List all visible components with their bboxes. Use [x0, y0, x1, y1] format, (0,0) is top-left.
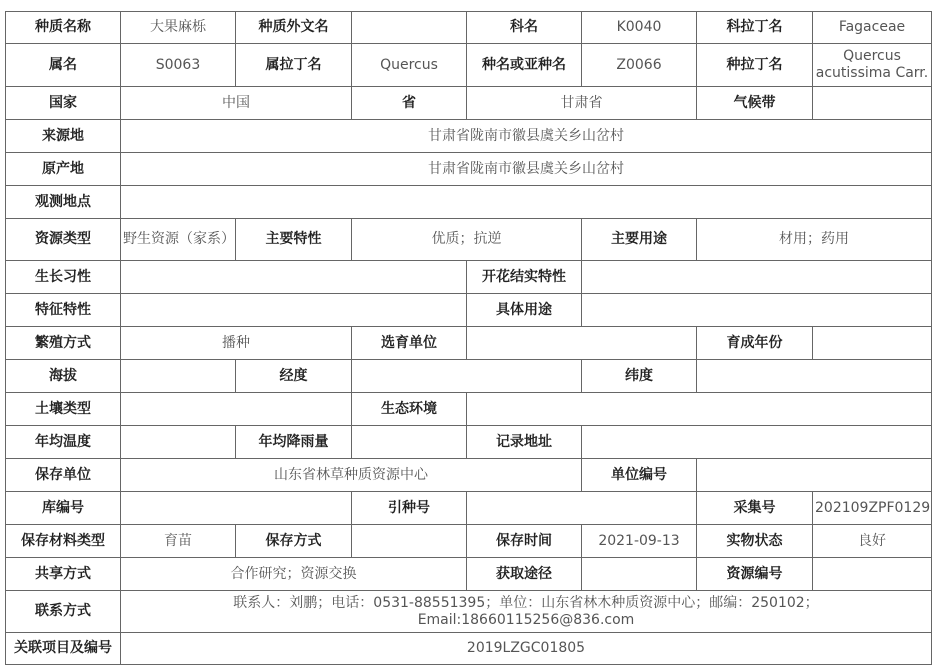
record-address-value	[582, 426, 932, 459]
growth-habit-label: 生长习性	[6, 261, 121, 294]
table-row	[6, 186, 932, 219]
contact-email: Email:18660115256@836.com	[417, 611, 635, 628]
sharing-value: 合作研究；资源交换	[121, 558, 467, 591]
family-latin-value: Fagaceae	[813, 12, 932, 44]
table-row	[6, 591, 932, 633]
main-uses-value: 材用；药用	[697, 219, 932, 261]
main-traits-label: 主要特性	[236, 219, 352, 261]
acquisition-value	[582, 558, 697, 591]
material-type-value: 育苗	[121, 525, 236, 558]
province-value: 甘肃省	[467, 87, 697, 120]
table-row	[6, 44, 932, 87]
storage-time-label: 保存时间	[467, 525, 582, 558]
record-address-label: 记录地址	[467, 426, 582, 459]
breeding-year-value	[813, 327, 932, 360]
breeding-unit-label: 选育单位	[352, 327, 467, 360]
specific-uses-label: 具体用途	[467, 294, 582, 327]
altitude-value	[121, 360, 236, 393]
related-project-value: 2019LZGC01805	[121, 633, 932, 665]
resource-type-value: 野生资源（家系）	[121, 219, 236, 261]
genus-label: 属名	[6, 44, 121, 87]
origin-place-label: 原产地	[6, 153, 121, 186]
collection-code-value: 202109ZPF0129	[813, 492, 932, 525]
soil-type-value	[121, 393, 352, 426]
observation-site-value	[121, 186, 932, 219]
sharing-label: 共享方式	[6, 558, 121, 591]
province-label: 省	[352, 87, 467, 120]
longitude-value	[352, 360, 582, 393]
climate-zone-value	[813, 87, 932, 120]
latitude-value	[697, 360, 932, 393]
ecology-value	[467, 393, 932, 426]
introduction-code-value	[467, 492, 697, 525]
resource-code-label: 资源编号	[697, 558, 813, 591]
ecology-label: 生态环境	[352, 393, 467, 426]
table-row	[6, 492, 932, 525]
country-label: 国家	[6, 87, 121, 120]
flowering-fruiting-label: 开花结实特性	[467, 261, 582, 294]
germplasm-name-label: 种质名称	[6, 12, 121, 44]
country-value: 中国	[121, 87, 352, 120]
annual-rain-value	[352, 426, 467, 459]
physical-state-value: 良好	[813, 525, 932, 558]
species-value: Z0066	[582, 44, 697, 87]
table-row	[6, 120, 932, 153]
characteristics-value	[121, 294, 467, 327]
table-row	[6, 459, 932, 492]
latitude-label: 纬度	[582, 360, 697, 393]
acquisition-label: 获取途径	[467, 558, 582, 591]
soil-type-label: 土壤类型	[6, 393, 121, 426]
main-traits-value: 优质；抗逆	[352, 219, 582, 261]
species-latin-value: Quercus acutissima Carr.	[813, 44, 932, 87]
unit-code-label: 单位编号	[582, 459, 697, 492]
table-row	[6, 558, 932, 591]
repository-code-value	[121, 492, 352, 525]
resource-code-value	[813, 558, 932, 591]
table-row	[6, 219, 932, 261]
table-row	[6, 327, 932, 360]
family-label: 科名	[467, 12, 582, 44]
table-row	[6, 153, 932, 186]
source-place-value: 甘肃省陇南市徽县虞关乡山岔村	[121, 120, 932, 153]
storage-time-value: 2021-09-13	[582, 525, 697, 558]
repository-code-label: 库编号	[6, 492, 121, 525]
germplasm-name-value: 大果麻栎	[121, 12, 236, 44]
collection-code-label: 采集号	[697, 492, 813, 525]
table-row	[6, 633, 932, 665]
flowering-fruiting-value	[582, 261, 932, 294]
species-label: 种名或亚种名	[467, 44, 582, 87]
main-uses-label: 主要用途	[582, 219, 697, 261]
growth-habit-value	[121, 261, 467, 294]
physical-state-label: 实物状态	[697, 525, 813, 558]
foreign-name-value	[352, 12, 467, 44]
genus-latin-label: 属拉丁名	[236, 44, 352, 87]
table-row	[6, 360, 932, 393]
related-project-label: 关联项目及编号	[6, 633, 121, 665]
breeding-year-label: 育成年份	[697, 327, 813, 360]
resource-type-label: 资源类型	[6, 219, 121, 261]
origin-place-value: 甘肃省陇南市徽县虞关乡山岔村	[121, 153, 932, 186]
propagation-value: 播种	[121, 327, 352, 360]
breeding-unit-value	[467, 327, 697, 360]
introduction-code-label: 引种号	[352, 492, 467, 525]
contact-line-1: 联系人：刘鹏；电话：0531-88551395；单位：山东省林木种质资源中心；邮编：250102；	[233, 594, 819, 611]
table-row	[6, 393, 932, 426]
climate-zone-label: 气候带	[697, 87, 813, 120]
family-latin-label: 科拉丁名	[697, 12, 813, 44]
foreign-name-label: 种质外文名	[236, 12, 352, 44]
holding-unit-label: 保存单位	[6, 459, 121, 492]
genus-value: S0063	[121, 44, 236, 87]
table-row	[6, 87, 932, 120]
annual-temp-value	[121, 426, 236, 459]
table-row	[6, 12, 932, 44]
contact-label: 联系方式	[6, 591, 121, 633]
table-row	[6, 426, 932, 459]
genus-latin-value: Quercus	[352, 44, 467, 87]
annual-temp-label: 年均温度	[6, 426, 121, 459]
table-row	[6, 525, 932, 558]
altitude-label: 海拔	[6, 360, 121, 393]
table-row	[6, 261, 932, 294]
species-latin-label: 种拉丁名	[697, 44, 813, 87]
material-type-label: 保存材料类型	[6, 525, 121, 558]
holding-unit-value: 山东省林草种质资源中心	[121, 459, 582, 492]
table-row	[6, 294, 932, 327]
germplasm-record-table	[5, 11, 932, 665]
unit-code-value	[697, 459, 932, 492]
observation-site-label: 观测地点	[6, 186, 121, 219]
storage-method-value	[352, 525, 467, 558]
propagation-label: 繁殖方式	[6, 327, 121, 360]
contact-value	[121, 591, 932, 633]
longitude-label: 经度	[236, 360, 352, 393]
characteristics-label: 特征特性	[6, 294, 121, 327]
storage-method-label: 保存方式	[236, 525, 352, 558]
source-place-label: 来源地	[6, 120, 121, 153]
family-value: K0040	[582, 12, 697, 44]
specific-uses-value	[582, 294, 932, 327]
annual-rain-label: 年均降雨量	[236, 426, 352, 459]
